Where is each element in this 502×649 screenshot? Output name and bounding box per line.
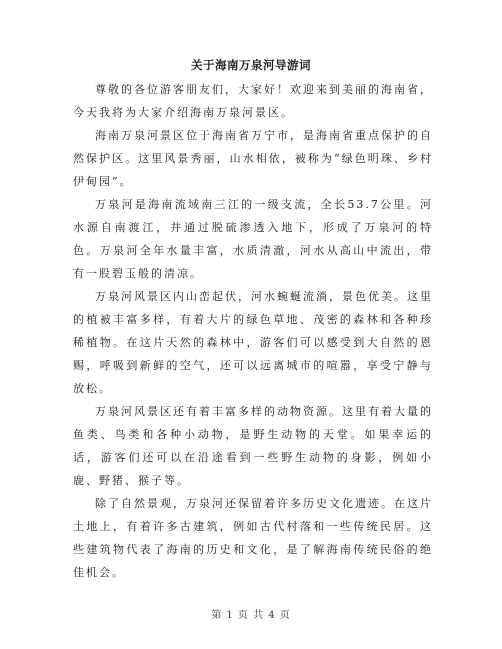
paragraph-greeting: 尊敬的各位游客朋友们，大家好！欢迎来到美丽的海南省，今天我将为大家介绍海南万泉河景区。 [73, 83, 433, 119]
paragraph-heritage: 除了自然景观，万泉河还保留着许多历史文化遗迹。在这片土地上，有着许多古建筑，例如古代村落和一些传统民居。这些建筑物代表了海南的历史和文化，是了解海南传统民俗的绝佳机会。 [73, 497, 433, 579]
paragraph-wildlife: 万泉河风景区还有着丰富多样的动物资源。这里有着大量的鱼类、鸟类和各种小动物，是野生动物的天堂。如果幸运的话，游客们还可以在沿途看到一些野生动物的身影，例如小鹿、野猪、猴子等。 [73, 405, 433, 487]
document-title: 关于海南万泉河导游词 [191, 58, 311, 72]
paragraph-location: 海南万泉河景区位于海南省万宁市，是海南省重点保护的自然保护区。这里风景秀丽，山水相依，被称为“绿色明珠、乡村伊甸园”。 [73, 129, 433, 188]
paragraph-scenery: 万泉河风景区内山峦起伏，河水蜿蜒流淌，景色优美。这里的植被丰富多样，有着大片的绿色草地、茂密的森林和各种珍稀植物。在这片天然的森林中，游客们可以感受到大自然的恩赐，呼吸到新鲜的空气，还可以远离城市的喧嚣，享受宁静与放松。 [73, 290, 433, 395]
document-body [73, 78, 433, 584]
paragraph-river: 万泉河是海南流域南三江的一级支流，全长53.7公里。河水源自南渡江，并通过脱硫渗透入地下，形成了万泉河的特色。万泉河全年水量丰富，水质清澈，河水从高山中流出，带有一股碧玉般的清凉。 [73, 198, 433, 280]
page-number: 第 1 页 共 4 页 [211, 610, 291, 621]
